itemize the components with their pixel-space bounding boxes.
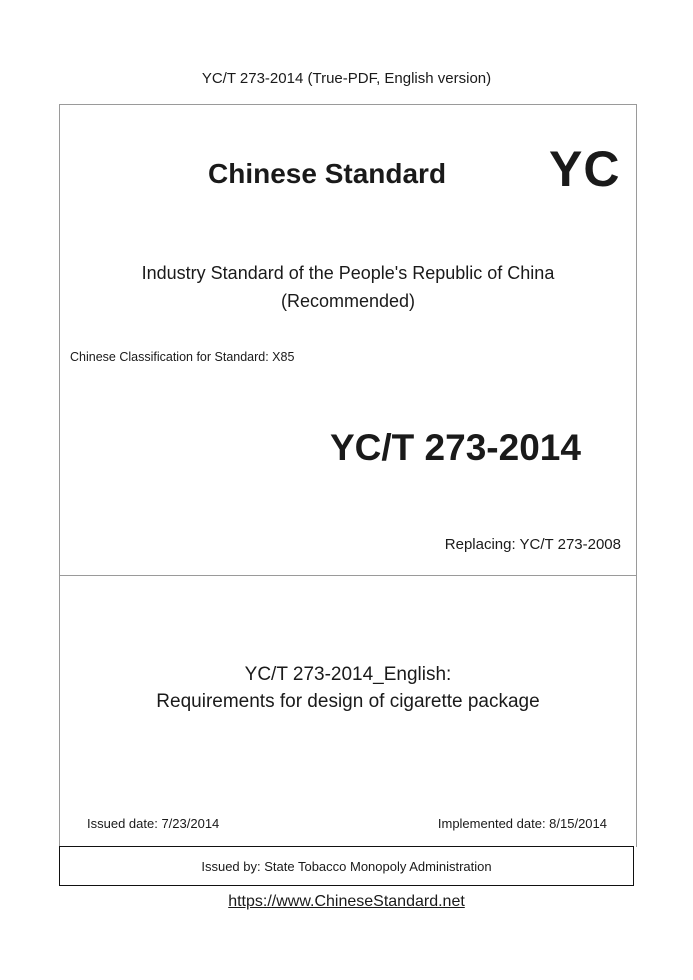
issuer-box — [59, 846, 634, 886]
website-link[interactable]: https://www.ChineseStandard.net — [228, 893, 465, 910]
standard-title: Chinese Standard — [208, 158, 447, 189]
implemented-date: Implemented date: 8/15/2014 — [437, 816, 607, 831]
replacing-text: Replacing: YC/T 273-2008 — [444, 536, 621, 553]
yc-mark: YC — [549, 141, 621, 197]
document-title — [60, 661, 636, 715]
document-title-line-2: Requirements for design of cigarette package — [156, 691, 540, 712]
industry-line-1: Industry Standard of the People's Republic of China — [141, 263, 555, 283]
issuer-text: Issued by: State Tobacco Monopoly Administration — [201, 858, 492, 874]
page-header: YC/T 273-2014 (True-PDF, English version) — [201, 70, 492, 87]
classification-text: Chinese Classification for Standard: X85 — [70, 350, 295, 364]
issued-date: Issued date: 7/23/2014 — [87, 816, 220, 831]
industry-standard-label — [60, 259, 636, 315]
standard-number: YC/T 273-2014 — [330, 427, 581, 468]
document-title-line-1: YC/T 273-2014_English: — [244, 664, 452, 685]
industry-line-2: (Recommended) — [280, 291, 416, 311]
